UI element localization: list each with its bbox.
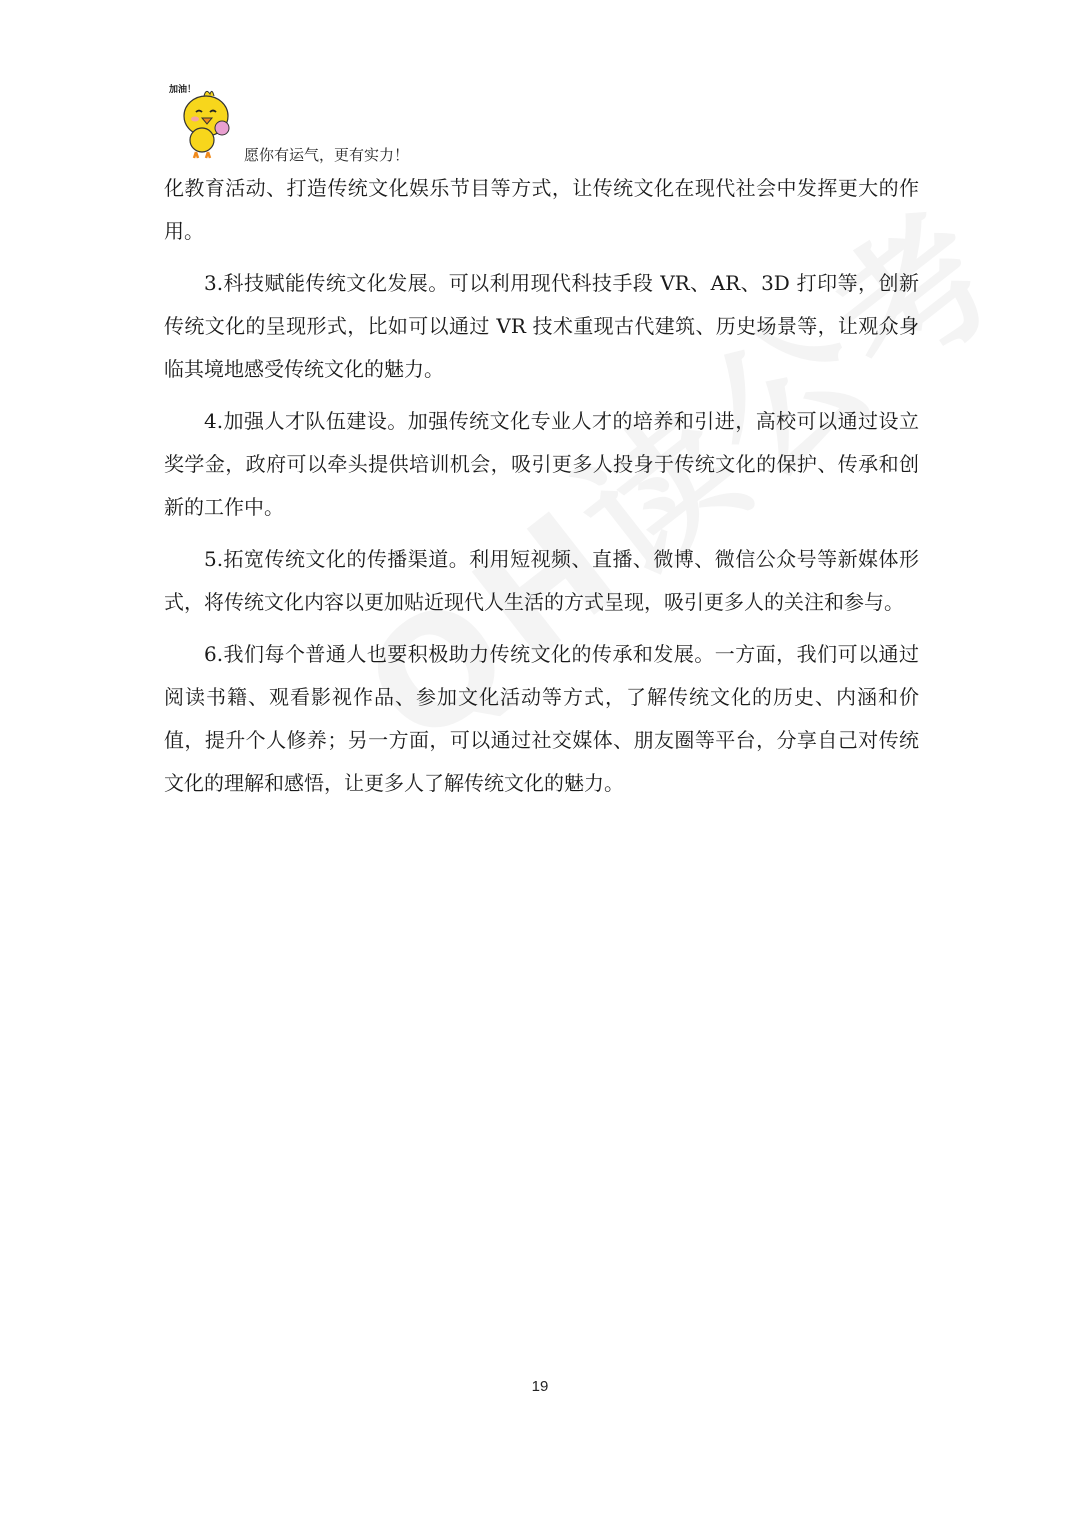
paragraph-item-3: 3.科技赋能传统文化发展。可以利用现代科技手段 VR、AR、3D 打印等，创新传统文化的呈现形式，比如可以通过 VR 技术重现古代建筑、历史场景等，让观众身临其境地感受传统文化的魅力。 <box>164 271 919 381</box>
page-number: 19 <box>531 1378 549 1395</box>
paragraph-continuation: 化教育活动、打造传统文化娱乐节目等方式，让传统文化在现代社会中发挥更大的作用。 <box>164 176 919 243</box>
mascot-caption: 加油！ <box>169 85 197 95</box>
paragraph-item-4: 4.加强人才队伍建设。加强传统文化专业人才的培养和引进，高校可以通过设立奖学金，政府可以牵头提供培训机会，吸引更多人投身于传统文化的保护、传承和创新的工作中。 <box>164 409 919 519</box>
paragraph-item-6: 6.我们每个普通人也要积极助力传统文化的传承和发展。一方面，我们可以通过阅读书籍、观看影视作品、参加文化活动等方式，了解传统文化的历史、内涵和价值，提升个人修养；另一方面，可以通过社交媒体、朋友圈等平台，分享自己对传统文化的理解和感悟，让更多人了解传统文化的魅力。 <box>164 642 919 795</box>
page-header <box>168 82 568 164</box>
paragraph-item-5: 5.拓宽传统文化的传播渠道。利用短视频、直播、微博、微信公众号等新媒体形式，将传统文化内容以更加贴近现代人生活的方式呈现，吸引更多人的关注和参与。 <box>164 547 919 614</box>
document-body <box>164 167 919 814</box>
motto-text: 愿你有运气，更有实力！ <box>244 146 410 164</box>
chick-mascot-icon <box>168 82 234 162</box>
